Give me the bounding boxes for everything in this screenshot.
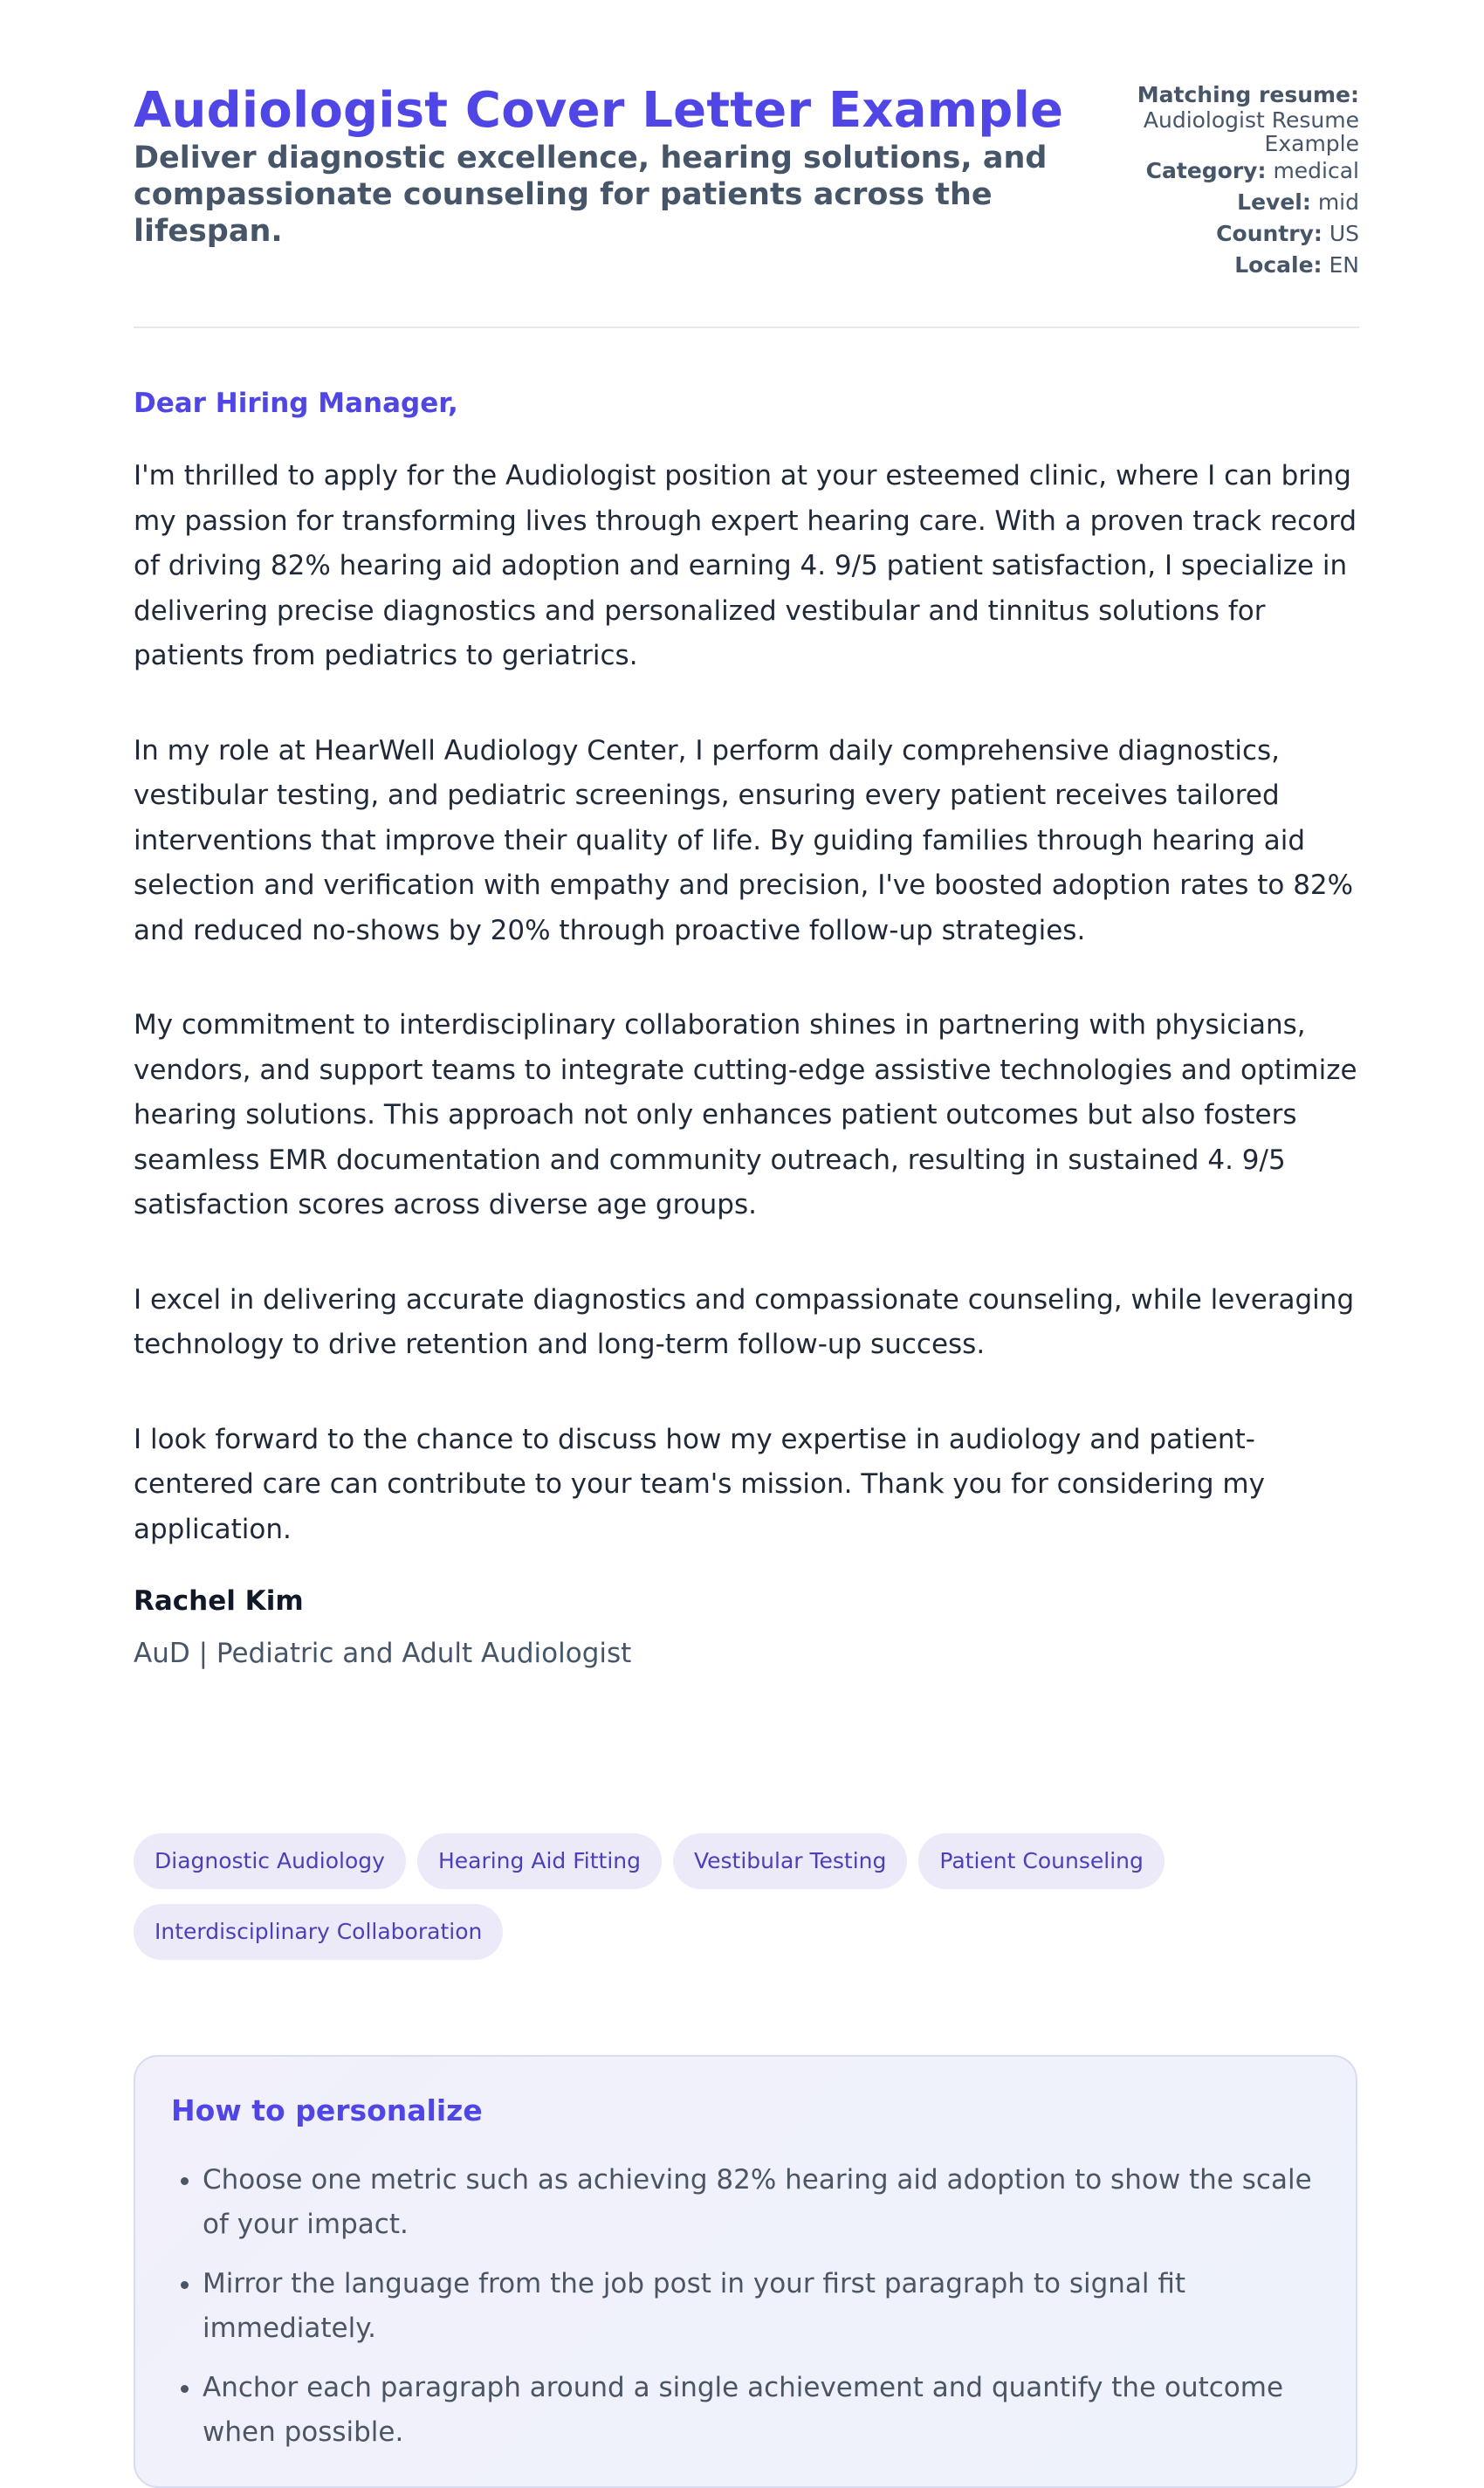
page-header (134, 82, 1359, 326)
signature-role: AuD | Pediatric and Adult Audiologist (134, 1638, 632, 1669)
matching-resume-label: Matching resume: (1137, 82, 1359, 107)
tips-list (171, 2158, 1346, 2470)
header-divider (134, 326, 1359, 328)
personalize-tips-box (134, 2055, 1357, 2488)
skill-tag: Patient Counseling (918, 1833, 1164, 1889)
meta-level (1080, 187, 1359, 218)
skill-tag: Diagnostic Audiology (134, 1833, 406, 1889)
matching-resume-link[interactable]: Audiologist Resume Example (1143, 107, 1359, 156)
letter-body (134, 454, 1359, 1602)
category-value: medical (1273, 158, 1359, 183)
tip-item: • Choose one metric such as achieving 82% hearing aid adoption to show the scale of your impact. (203, 2158, 1346, 2247)
country-value: US (1329, 221, 1359, 246)
skill-tag: Vestibular Testing (673, 1833, 907, 1889)
tip-item: • Anchor each paragraph around a single achievement and quantify the outcome when possible. (203, 2366, 1346, 2455)
level-value: mid (1317, 189, 1359, 215)
skill-tag: Hearing Aid Fitting (417, 1833, 662, 1889)
meta-locale (1080, 250, 1359, 281)
letter-paragraph: I'm thrilled to apply for the Audiologist position at your esteemed clinic, where I can bring my passion for transforming lives through expert hearing care. With a proven track record of driving 82% hearing aid adoption and earning 4. 9/5 patient satisfaction, I specialize in delivering precise diagnostics and personalized vestibular and tinnitus solutions for patients from pediatrics to geriatrics. (134, 460, 1357, 671)
letter-paragraph: I look forward to the chance to discuss how my expertise in audiology and patient-centered care can contribute to your team's mission. Thank you for considering my application. (134, 1423, 1265, 1545)
content-wrapper (134, 82, 1359, 2448)
signature-name: Rachel Kim (134, 1585, 304, 1617)
letter-greeting: Dear Hiring Manager, (134, 388, 458, 419)
skill-tag: Interdisciplinary Collaboration (134, 1904, 503, 1960)
page-title: Audiologist Cover Letter Example (134, 82, 1064, 139)
letter-paragraph: I excel in delivering accurate diagnostics and compassionate counseling, while leveraging technology to drive retention and long-term follow-up success. (134, 1283, 1355, 1360)
meta-category (1080, 155, 1359, 187)
tips-heading: How to personalize (171, 2093, 483, 2127)
level-label: Level: (1237, 189, 1311, 215)
locale-value: EN (1329, 252, 1359, 278)
letter-paragraph: In my role at HearWell Audiology Center, I perform daily comprehensive diagnostics, vestibular testing, and pediatric screenings, ensuring every patient receives tailored interventions that improve their quality of life. By guiding families through hearing aid selection and verification with empathy and precision, I've boosted adoption rates to 82% and reduced no-shows by 20% through proactive follow-up strategies. (134, 734, 1354, 946)
tip-item: • Mirror the language from the job post in your first paragraph to signal fit immediately. (203, 2262, 1346, 2351)
locale-label: Locale: (1234, 252, 1323, 278)
letter-paragraph: My commitment to interdisciplinary collaboration shines in partnering with physicians, vendors, and support teams to integrate cutting-edge assistive technologies and optimize hearing solutions. This approach not only enhances patient outcomes but also fosters seamless EMR documentation and community outreach, resulting in sustained 4. 9/5 satisfaction scores across diverse age groups. (134, 1009, 1357, 1220)
skill-tags (134, 1833, 1359, 1975)
resume-meta (1080, 82, 1359, 281)
country-label: Country: (1216, 221, 1323, 246)
meta-country (1080, 218, 1359, 250)
category-label: Category: (1145, 158, 1267, 183)
page-subtitle: Deliver diagnostic excellence, hearing solutions, and compassionate counseling for patients across the lifespan. (134, 141, 1048, 249)
